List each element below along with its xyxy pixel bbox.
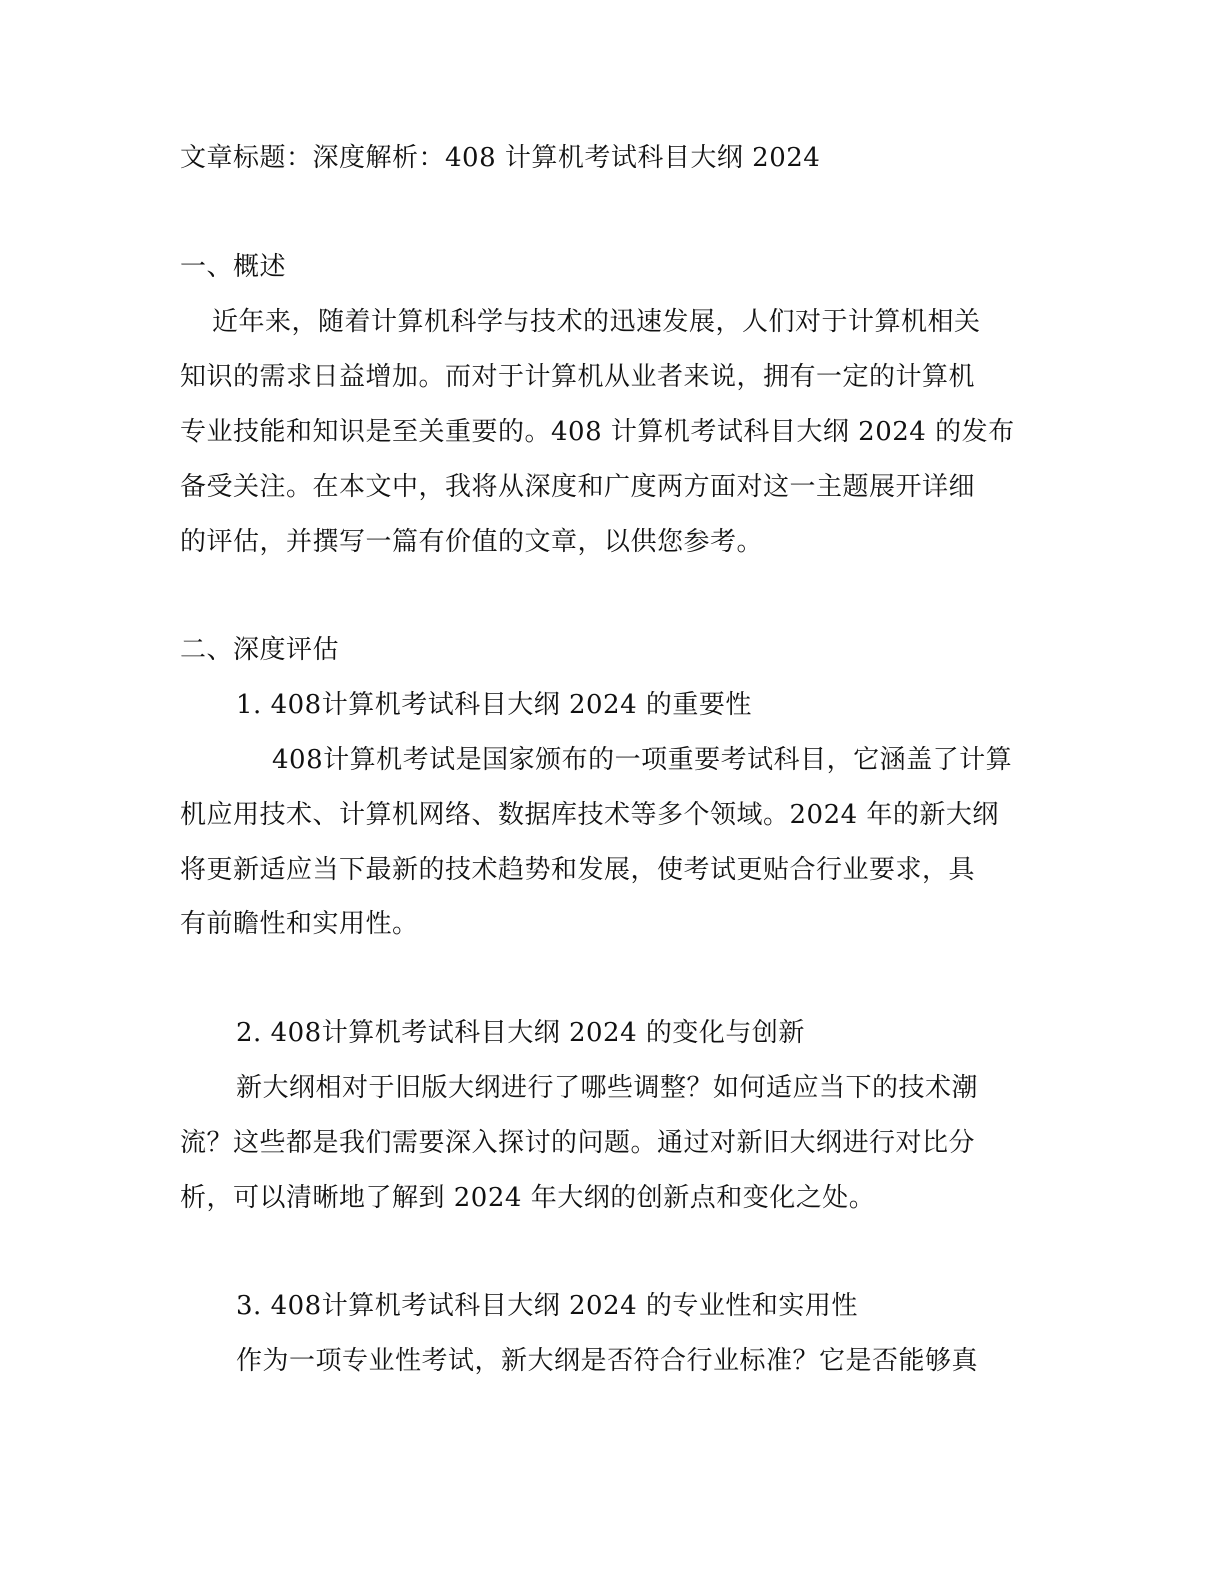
paragraph-line: 新大纲相对于旧版大纲进行了哪些调整？如何适应当下的技术潮: [236, 1073, 979, 1103]
section-heading-overview: 一、概述: [180, 252, 287, 282]
paragraph-line: 机应用技术、计算机网络、数据库技术等多个领域。2024 年的新大纲: [180, 800, 999, 830]
paragraph-line: 专业技能和知识是至关重要的。408 计算机考试科目大纲 2024 的发布: [180, 417, 1015, 447]
paragraph-line: 流？这些都是我们需要深入探讨的问题。通过对新旧大纲进行对比分: [180, 1128, 976, 1158]
paragraph-line: 备受关注。在本文中，我将从深度和广度两方面对这一主题展开详细: [180, 472, 976, 502]
section-heading-depth: 二、深度评估: [180, 635, 340, 665]
paragraph-line: 知识的需求日益增加。而对于计算机从业者来说，拥有一定的计算机: [180, 362, 976, 392]
paragraph-line: 的评估，并撰写一篇有价值的文章，以供您参考。: [180, 527, 764, 557]
paragraph-line: 近年来，随着计算机科学与技术的迅速发展，人们对于计算机相关: [212, 307, 981, 337]
paragraph-line: 作为一项专业性考试，新大纲是否符合行业标准？它是否能够真: [236, 1346, 979, 1376]
paragraph-line: 408计算机考试是国家颁布的一项重要考试科目，它涵盖了计算: [272, 745, 1013, 775]
list-item-title: 2. 408计算机考试科目大纲 2024 的变化与创新: [236, 1018, 805, 1048]
paragraph-line: 将更新适应当下最新的技术趋势和发展，使考试更贴合行业要求，具: [180, 855, 976, 885]
document-title: 文章标题：深度解析：408 计算机考试科目大纲 2024: [180, 143, 821, 173]
paragraph-line: 有前瞻性和实用性。: [180, 909, 419, 939]
list-item-title: 3. 408计算机考试科目大纲 2024 的专业性和实用性: [236, 1291, 858, 1321]
list-item-title: 1. 408计算机考试科目大纲 2024 的重要性: [236, 690, 752, 720]
paragraph-line: 析，可以清晰地了解到 2024 年大纲的创新点和变化之处。: [180, 1183, 876, 1213]
